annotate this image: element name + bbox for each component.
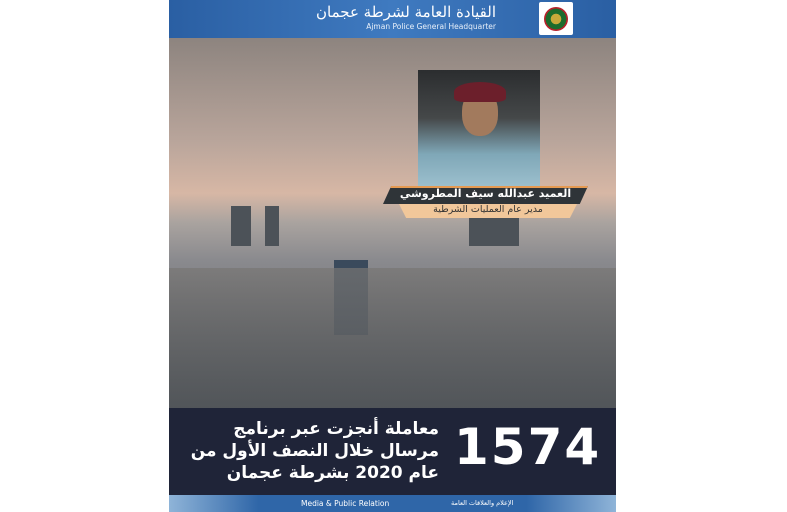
footer-bar — [169, 495, 616, 512]
officer-portrait — [418, 70, 540, 190]
header-title-english: Ajman Police General Headquarter — [366, 22, 496, 31]
poster — [169, 0, 616, 512]
stat-line: عام 2020 بشرطة عجمان — [226, 463, 439, 483]
stat-number: 1574 — [454, 418, 602, 476]
header-title-arabic: القيادة العامة لشرطة عجمان — [316, 3, 496, 21]
stat-description — [169, 418, 439, 484]
city-skyline-photo — [169, 38, 616, 408]
police-emblem-logo — [539, 2, 573, 35]
stat-line: معاملة أنجزت عبر برنامج — [233, 419, 439, 439]
officer-name: العميد عبدالله سيف المطروشي — [399, 187, 572, 200]
officer-position: مدير عام العمليات الشرطية — [433, 204, 543, 215]
footer-english: Media & Public Relation — [301, 499, 390, 508]
stat-line: مرسال خلال النصف الأول من — [190, 441, 439, 461]
footer-arabic: الإعلام والعلاقات العامة — [451, 499, 514, 507]
